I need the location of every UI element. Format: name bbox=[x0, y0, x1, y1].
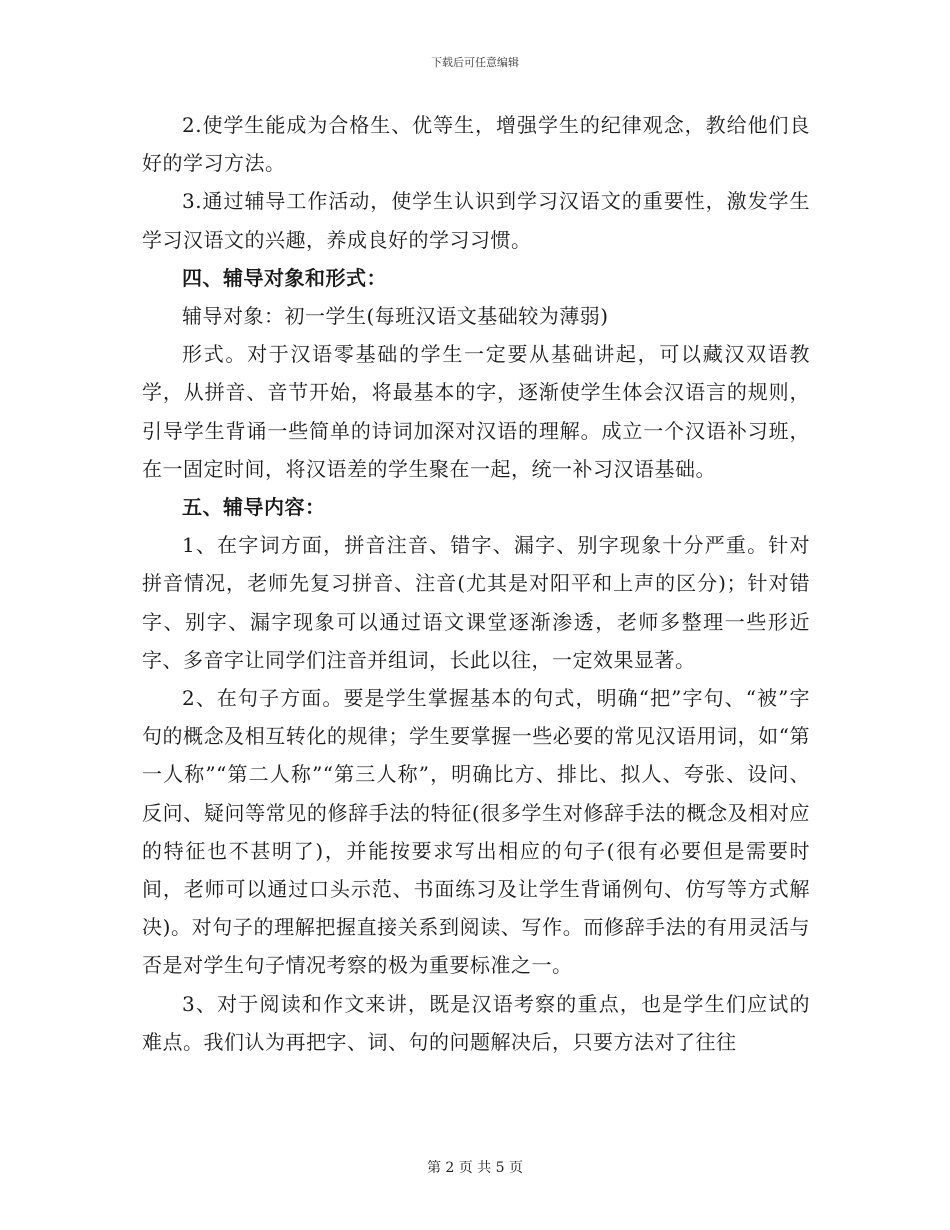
content-item-1: 1、在字词方面，拼音注音、错字、漏字、别字现象十分严重。针对拼音情况，老师先复习拼音、注音(尤其是对阳平和上声的区分)；针对错字、别字、漏字现象可以通过语文课堂逐渐渗透，老师多整理一些形近字、多音字让同学们注音并组词，长此以往，一定效果显著。 bbox=[142, 533, 810, 672]
page-header-note: 下载后可任意编辑 bbox=[431, 56, 519, 69]
goal-item-2: 2.使学生能成为合格生、优等生，增强学生的纪律观念，教给他们良好的学习方法。 bbox=[142, 113, 810, 176]
tutoring-target: 辅导对象：初一学生(每班汉语文基础较为薄弱) bbox=[182, 304, 609, 329]
document-body bbox=[142, 106, 810, 1061]
goal-item-3: 3.通过辅导工作活动，使学生认识到学习汉语文的重要性，激发学生学习汉语文的兴趣，养成良好的学习习惯。 bbox=[142, 189, 810, 252]
content-item-2: 2、在句子方面。要是学生掌握基本的句式，明确“把”字句、“被”字句的概念及相互转化的规律；学生要掌握一些必要的常见汉语用词，如“第一人称”“第二人称”“第三人称”，明确比方、排比、拟人、夸张、设问、反问、疑问等常见的修辞手法的特征(很多学生对修辞手法的概念及相对应的特征也不甚明了)，并能按要求写出相应的句子(很有必要但是需要时间，老师可以通过口头示范、书面练习及让学生背诵例句、仿写等方式解决)。对句子的理解把握直接关系到阅读、写作。而修辞手法的有用灵活与否是对学生句子情况考察的极为重要标准之一。 bbox=[142, 686, 810, 978]
page-number: 第 2 页 共 5 页 bbox=[426, 1160, 524, 1176]
section-heading-5: 五、辅导内容： bbox=[182, 495, 326, 520]
content-item-3: 3、对于阅读和作文来讲，既是汉语考察的重点，也是学生们应试的难点。我们认为再把字、词、句的问题解决后，只要方法对了往往 bbox=[142, 991, 810, 1054]
tutoring-form: 形式。对于汉语零基础的学生一定要从基础讲起，可以藏汉双语教学，从拼音、音节开始，将最基本的字，逐渐使学生体会汉语言的规则，引导学生背诵一些简单的诗词加深对汉语的理解。成立一个汉语补习班，在一固定时间，将汉语差的学生聚在一起，统一补习汉语基础。 bbox=[142, 342, 810, 481]
section-heading-4: 四、辅导对象和形式： bbox=[182, 265, 387, 290]
